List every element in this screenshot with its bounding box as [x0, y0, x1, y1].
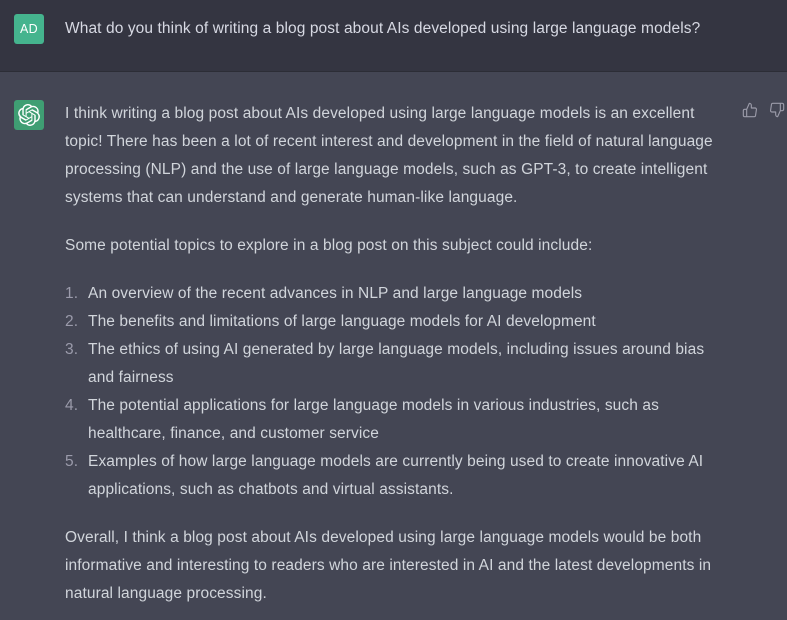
user-message-text: What do you think of writing a blog post about AIs developed using large language models?: [65, 20, 701, 37]
list-item-number: 4.: [65, 397, 79, 414]
list-item-number: 1.: [65, 285, 79, 302]
user-avatar-initials: AD: [20, 21, 38, 36]
user-avatar: [14, 14, 44, 44]
assistant-paragraph-outro: Overall, I think a blog post about AIs developed using large language models would be both informative and interesting to readers who are interested in AI and the latest developments in natural language processing.: [65, 529, 712, 602]
assistant-paragraph-list-lead: Some potential topics to explore in a blog post on this subject could include:: [65, 237, 593, 254]
openai-logo-icon: [18, 104, 40, 126]
list-item-text: The ethics of using AI generated by large language models, including issues around bias and fairness: [88, 341, 705, 386]
list-item-text: The benefits and limitations of large language models for AI development: [88, 313, 596, 330]
assistant-paragraph-intro: I think writing a blog post about AIs developed using large language models is an excellent topic! There has been a lot of recent interest and development in the field of natural language processing (NLP) and the use of large language models, such as GPT-3, to create intelligent systems that can understand and generate human-like language.: [65, 105, 713, 206]
thumbs-down-icon: [769, 102, 785, 118]
feedback-actions: [742, 100, 785, 118]
thumbs-up-button[interactable]: [742, 102, 758, 118]
thumbs-down-button[interactable]: [769, 102, 785, 118]
assistant-message-row: [0, 71, 787, 620]
list-item-number: 5.: [65, 453, 79, 470]
list-item: [65, 336, 721, 392]
list-item: [65, 308, 721, 336]
list-item-text: The potential applications for large language models in various industries, such as healthcare, finance, and customer service: [88, 397, 659, 442]
user-message-row: [0, 0, 787, 71]
list-item-number: 3.: [65, 341, 79, 358]
list-item: [65, 280, 721, 308]
list-item: [65, 392, 721, 448]
list-item-number: 2.: [65, 313, 79, 330]
thumbs-up-icon: [742, 102, 758, 118]
list-item-text: Examples of how large language models are currently being used to create innovative AI applications, such as chatbots and virtual assistants.: [88, 453, 704, 498]
assistant-message-text: [65, 100, 721, 608]
assistant-topic-list: [65, 280, 721, 504]
assistant-avatar: [14, 100, 44, 130]
list-item: [65, 448, 721, 504]
list-item-text: An overview of the recent advances in NLP and large language models: [88, 285, 583, 302]
